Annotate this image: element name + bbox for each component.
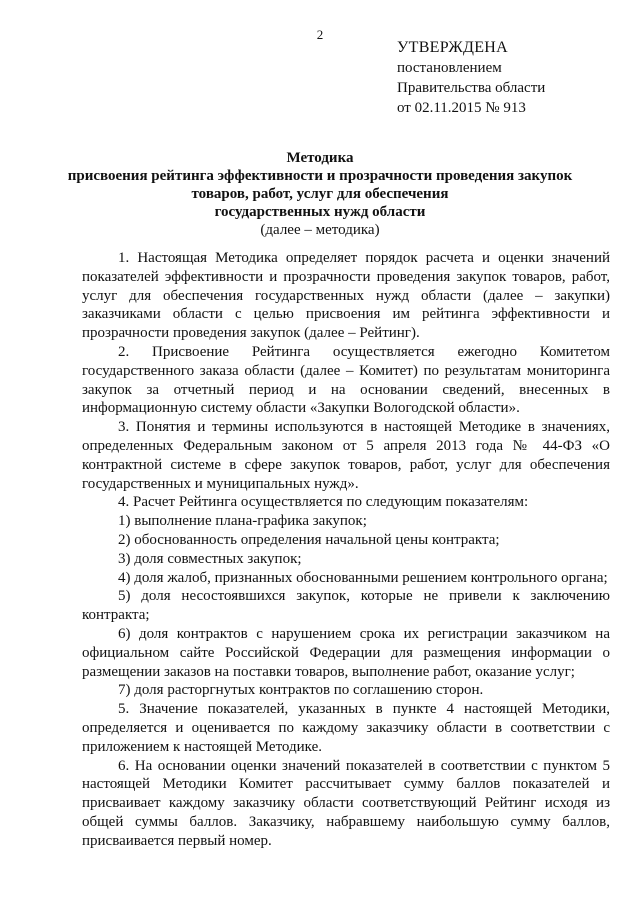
document-abbreviation: (далее – методика) <box>260 222 380 238</box>
approval-date: от 02.11.2015 № 913 <box>397 100 526 116</box>
approval-line: постановлением <box>397 60 502 76</box>
paragraph-5: 5. Значение показателей, указанных в пункте 4 настоящей Методики, определяется и оценивается по каждому заказчику области в соответствии с приложением к настоящей Методике. <box>82 701 610 755</box>
list-item: 5) доля несостоявшихся закупок, которые не привели к заключению контракта; <box>82 588 610 624</box>
approval-line: Правительства области <box>397 80 546 96</box>
document-title: Методика <box>286 150 354 166</box>
paragraph-3: 3. Понятия и термины используются в настоящей Методике в значениях, определенных Федеральным законом от 5 апреля 2013 года № 44-ФЗ «О контрактной системе в сфере закупок товаров, работ, услуг для обеспечения государственных и муниципальных нужд». <box>82 419 610 492</box>
document-subtitle-line: товаров, работ, услуг для обеспечения <box>191 186 449 202</box>
list-item: 2) обоснованность определения начальной цены контракта; <box>118 531 500 548</box>
page-number: 2 <box>316 27 324 42</box>
paragraph-6: 6. На основании оценки значений показателей в соответствии с пунктом 5 настоящей Методики Комитет рассчитывает сумму баллов показателей и присваивает каждому заказчику области соответствующий Рейтинг исходя из общей суммы баллов. Заказчику, набравшему наибольшую сумму баллов, присваивается первый номер. <box>82 757 610 849</box>
list-item: 6) доля контрактов с нарушением срока их регистрации заказчиком на официальном сайте Российской Федерации для размещения информации о размещении заказов на поставки товаров, выполнение работ, оказание услуг; <box>82 625 610 680</box>
paragraph-1: 1. Настоящая Методика определяет порядок расчета и оценки значений показателей эффективности и прозрачности проведения закупок товаров, работ, услуг для обеспечения государственных нужд области (далее – закупки) заказчиками области с целью присвоения им рейтинга эффективности и прозрачности проведения закупок (далее – Рейтинг). <box>82 250 610 342</box>
document-subtitle-line: присвоения рейтинга эффективности и прозрачности проведения закупок <box>67 168 573 184</box>
document-heading <box>0 149 640 239</box>
approval-stamp <box>397 38 545 118</box>
list-item: 3) доля совместных закупок; <box>118 550 302 567</box>
approval-title: УТВЕРЖДЕНА <box>397 39 509 56</box>
document-subtitle-line: государственных нужд области <box>214 204 426 220</box>
paragraph-4: 4. Расчет Рейтинга осуществляется по следующим показателям: <box>118 494 529 511</box>
list-item: 1) выполнение плана-графика закупок; <box>118 513 367 530</box>
list-item: 7) доля расторгнутых контрактов по соглашению сторон. <box>118 682 484 699</box>
paragraph-2: 2. Присвоение Рейтинга осуществляется ежегодно Комитетом государственного заказа области (далее – Комитет) по результатам мониторинга закупок за отчетный период и на основании сведений, внесенных в информационную систему области «Закупки Вологодской области». <box>82 343 610 417</box>
list-item: 4) доля жалоб, признанных обоснованными решением контрольного органа; <box>118 569 608 586</box>
document-body <box>82 249 610 851</box>
